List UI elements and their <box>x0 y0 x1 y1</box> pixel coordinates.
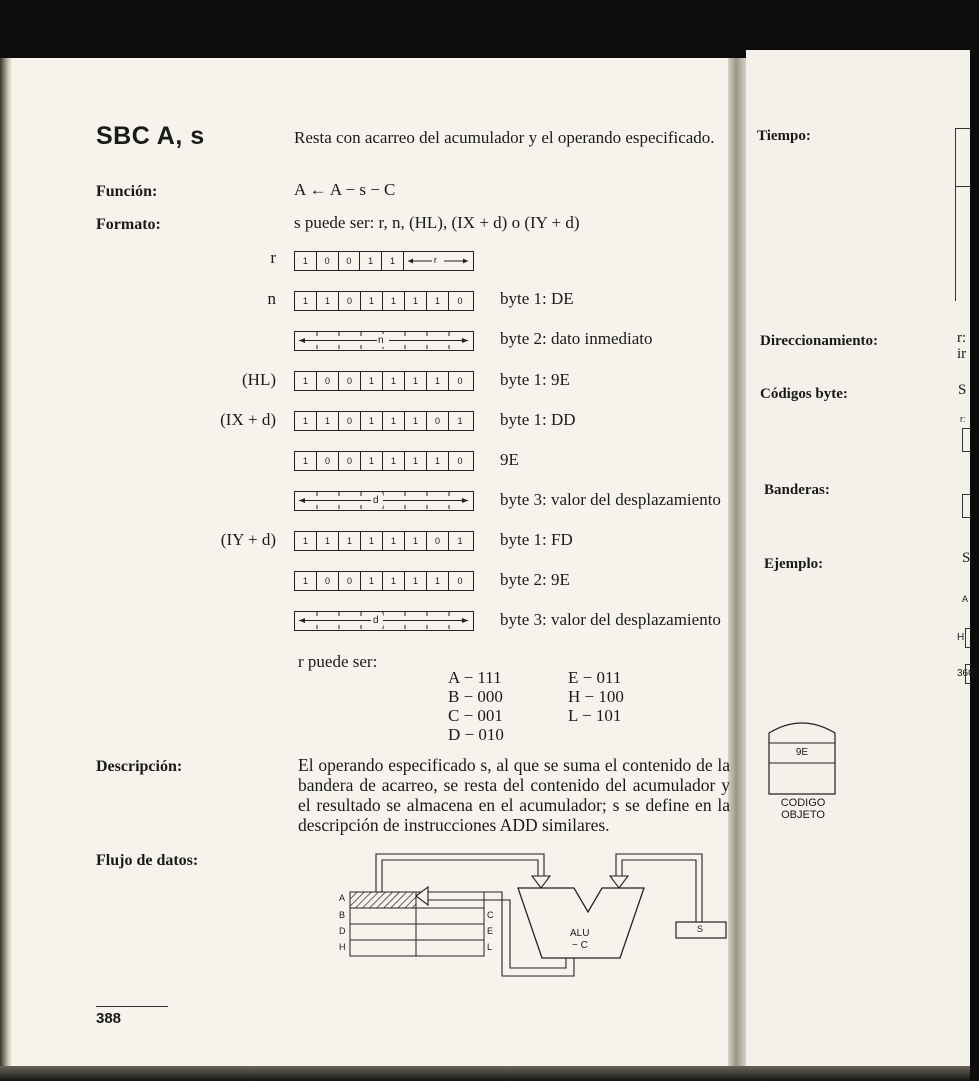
flujo-label: Flujo de datos: <box>96 852 199 869</box>
book-spine <box>728 58 746 1066</box>
field-box-iy <box>294 611 474 631</box>
row-label-n: n <box>267 289 276 308</box>
alu-label: ALU <box>570 928 590 939</box>
opcode-box-hl <box>294 371 474 391</box>
byte-text-iy3: byte 3: valor del desplazamiento <box>500 610 721 629</box>
bit: 1 <box>361 412 383 430</box>
bit: 0 <box>339 252 361 270</box>
right-flag-box <box>962 494 971 518</box>
opcode-box-iy2 <box>294 571 474 591</box>
opcode-box-r <box>294 251 474 271</box>
object-code-caption-2: OBJETO <box>781 809 825 821</box>
bit: 1 <box>295 372 317 390</box>
field-label: d <box>373 615 379 626</box>
byte-text-ix3: byte 3: valor del desplazamiento <box>500 490 721 509</box>
formato-value: s puede ser: r, n, (HL), (IX + d) o (IY + d) <box>294 213 580 232</box>
bit: 0 <box>317 372 339 390</box>
byte-text-n1: byte 1: DE <box>500 289 574 308</box>
bit: 1 <box>457 416 463 426</box>
operand-label: S <box>697 924 704 934</box>
register-label: H <box>339 942 346 952</box>
dataflow-diagram <box>330 848 730 988</box>
bit: 0 <box>457 576 463 586</box>
bit: 0 <box>317 572 339 590</box>
opcode-box-ix2 <box>294 451 474 471</box>
bit: 0 <box>457 456 463 466</box>
bit: 1 <box>317 412 339 430</box>
bit: 1 <box>405 412 427 430</box>
bit: 1 <box>295 412 317 430</box>
descripcion-label: Descripción: <box>96 758 183 775</box>
register-code: B − 000 <box>448 687 503 706</box>
row-label-iy: (IY + d) <box>220 530 276 549</box>
arrow-icon <box>405 253 471 269</box>
bit: 0 <box>457 376 463 386</box>
bit: 1 <box>361 372 383 390</box>
right-direccionamiento: Direccionamiento: <box>760 333 879 349</box>
bit: 1 <box>295 532 317 550</box>
object-code-box <box>768 717 836 795</box>
right-fragment: H <box>957 632 965 643</box>
bit: 1 <box>295 572 317 590</box>
register-label: B <box>339 910 346 920</box>
bit: 1 <box>361 572 383 590</box>
right-timing-table <box>955 128 971 301</box>
bit: 1 <box>382 252 404 270</box>
bit: 1 <box>457 536 463 546</box>
field-label: d <box>373 495 379 506</box>
bit: 1 <box>383 452 405 470</box>
field-box-ix <box>294 491 474 511</box>
bit: 1 <box>317 532 339 550</box>
right-fragment: r: <box>957 330 967 346</box>
bit: 0 <box>457 296 463 306</box>
page-number: 388 <box>96 1010 122 1027</box>
byte-text-iy1: byte 1: FD <box>500 530 573 549</box>
register-label: L <box>487 942 493 952</box>
bit: 1 <box>295 452 317 470</box>
bit: 0 <box>339 572 361 590</box>
byte-text-hl: byte 1: 9E <box>500 370 570 389</box>
field-box-n <box>294 331 474 351</box>
field-label: n <box>378 335 384 346</box>
byte-text-ix2: 9E <box>500 450 519 469</box>
register-code: L − 101 <box>568 706 622 725</box>
bit: 1 <box>317 292 339 310</box>
right-ejemplo: Ejemplo: <box>764 556 824 572</box>
bit: 1 <box>405 372 427 390</box>
bit: 0 <box>317 452 339 470</box>
bit: 0 <box>339 452 361 470</box>
bit: 1 <box>405 292 427 310</box>
register-code: D − 010 <box>448 725 504 744</box>
book-edge <box>0 58 12 1066</box>
bit: 1 <box>295 252 317 270</box>
right-fragment: S <box>958 382 967 398</box>
register-code: A − 111 <box>448 668 502 687</box>
register-label: A <box>339 893 346 903</box>
right-fragment: r: <box>960 414 966 424</box>
right-fragment: S <box>962 550 971 566</box>
right-fragment: A <box>962 594 969 604</box>
bit: 1 <box>427 452 449 470</box>
right-fragment: ir <box>957 346 967 362</box>
register-label: D <box>339 926 346 936</box>
register-code: C − 001 <box>448 706 503 725</box>
bit: 1 <box>383 372 405 390</box>
register-codes-right <box>568 668 630 725</box>
bit: 1 <box>427 572 449 590</box>
register-code: H − 100 <box>568 687 624 706</box>
bit: 1 <box>383 532 405 550</box>
register-label: C <box>487 910 494 920</box>
bit: 1 <box>383 412 405 430</box>
bit: 1 <box>427 372 449 390</box>
instruction-summary: Resta con acarreo del acumulador y el operando especificado. <box>294 128 715 147</box>
alu-sub: − C <box>572 940 588 951</box>
bit: 1 <box>405 572 427 590</box>
formato-label: Formato: <box>96 216 161 233</box>
bit: 0 <box>427 532 449 550</box>
bit: 1 <box>295 292 317 310</box>
bit: 1 <box>361 292 383 310</box>
field-r <box>404 252 473 270</box>
bit: 0 <box>317 252 339 270</box>
opcode-box-iy1 <box>294 531 474 551</box>
instruction-mnemonic: SBC A, s <box>96 122 205 150</box>
opcode-box-ix1 <box>294 411 474 431</box>
bit: 1 <box>360 252 382 270</box>
bit: 0 <box>339 292 361 310</box>
right-banderas: Banderas: <box>764 482 830 498</box>
register-codes-intro: r puede ser: <box>298 652 378 671</box>
opcode-box-n <box>294 291 474 311</box>
register-codes-left <box>448 668 510 744</box>
right-code-box <box>962 428 971 452</box>
bottom-edge <box>0 1066 970 1081</box>
object-code-caption-1: CODIGO <box>780 797 826 809</box>
row-label-hl: (HL) <box>242 370 276 389</box>
bit: 1 <box>339 532 361 550</box>
bit: 1 <box>383 572 405 590</box>
register-code: E − 011 <box>568 668 622 687</box>
bit: 1 <box>427 292 449 310</box>
right-timing-divider <box>955 186 970 187</box>
bit: 0 <box>339 372 361 390</box>
bit: 1 <box>405 532 427 550</box>
bit: 1 <box>383 292 405 310</box>
dataflow-lines <box>330 848 730 988</box>
byte-text-iy2: byte 2: 9E <box>500 570 570 589</box>
bit: 1 <box>361 532 383 550</box>
arrow-icon <box>295 492 472 509</box>
row-label-ix: (IX + d) <box>220 410 276 429</box>
row-label-r: r <box>270 248 276 267</box>
right-codigos-byte: Códigos byte: <box>760 386 848 402</box>
field-label: r <box>433 255 437 265</box>
right-reg-box-h <box>965 664 971 684</box>
bit: 1 <box>361 452 383 470</box>
funcion-label: Función: <box>96 183 158 200</box>
right-fragment: 3600 <box>957 668 979 679</box>
right-reg-box-a <box>965 628 971 648</box>
page-number-rule <box>96 1006 168 1007</box>
bit: 0 <box>427 412 449 430</box>
bit: 0 <box>339 412 361 430</box>
funcion-value: A ← A − s − C <box>294 180 396 199</box>
right-tiempo: Tiempo: <box>757 128 811 144</box>
bit: 1 <box>405 452 427 470</box>
byte-text-n2: byte 2: dato inmediato <box>500 329 653 348</box>
arrow-icon <box>295 612 472 629</box>
register-label: E <box>487 926 494 936</box>
byte-text-ix1: byte 1: DD <box>500 410 576 429</box>
descripcion-text: El operando especificado s, al que se suma el contenido de la bandera de acarreo, se resta del contenido del acumulador y el resultado se almacena en el acumulador; s se define en la descripción de instrucciones ADD similares. <box>298 755 730 835</box>
object-code-value: 9E <box>795 747 809 758</box>
